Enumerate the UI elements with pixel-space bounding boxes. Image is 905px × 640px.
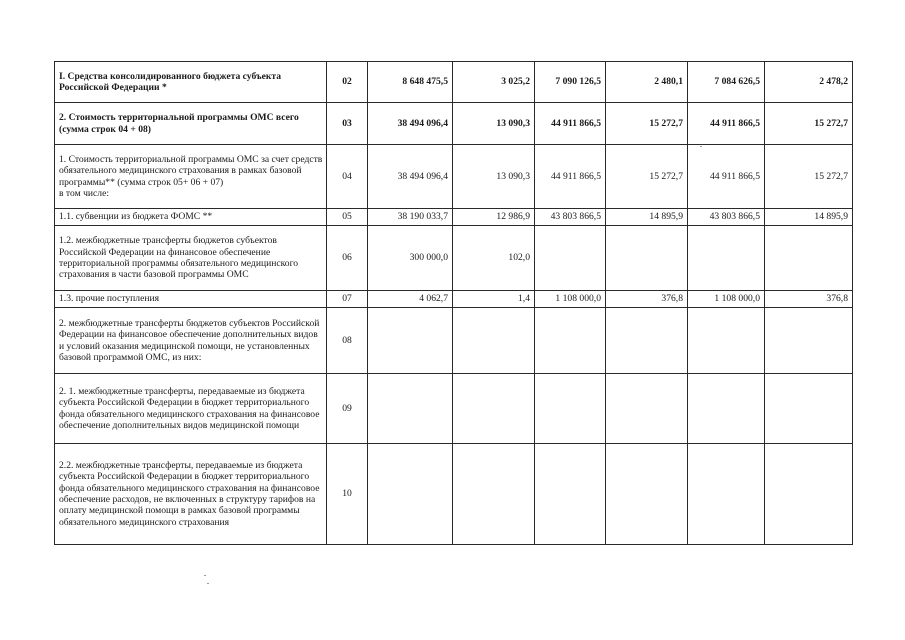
value-cell [688, 444, 765, 545]
value-cell [765, 226, 853, 291]
row-label: 1.2. межбюджетные трансферты бюджетов субъектов Российской Федерации на финансовое обеспечение территориальной программы обязательного медицинского страхования в части базовой программы ОМС [55, 226, 327, 291]
value-cell: 376,8 [606, 291, 688, 308]
value-cell [453, 444, 535, 545]
value-cell: 1 108 000,0 [535, 291, 606, 308]
value-cell: 15 272,7 [765, 145, 853, 209]
row-code: 03 [327, 103, 368, 145]
row-label: 2. межбюджетные трансферты бюджетов субъектов Российской Федерации на финансовое обеспечение дополнительных видов и условий оказания медицинской помощи, не установленных базовой программой ОМС, из них: [55, 308, 327, 374]
row-label: 1.1. субвенции из бюджета ФОМС ** [55, 209, 327, 226]
row-label: 1.3. прочие поступления [55, 291, 327, 308]
value-cell: 44 911 866,5 [688, 145, 765, 209]
value-cell [688, 374, 765, 444]
value-cell: 7 084 626,5 [688, 62, 765, 103]
value-cell [606, 374, 688, 444]
row-label: 2. 1. межбюджетные трансферты, передаваемые из бюджета субъекта Российской Федерации в бюджет территориального фонда обязательного медицинского страхования на финансовое обеспечение дополнительных видов медицинской помощи [55, 374, 327, 444]
table-row [55, 291, 853, 308]
table-row [55, 103, 853, 145]
value-cell: 376,8 [765, 291, 853, 308]
table-row [55, 308, 853, 374]
value-cell: 14 895,9 [606, 209, 688, 226]
value-cell: 2 478,2 [765, 62, 853, 103]
value-cell: 1 108 000,0 [688, 291, 765, 308]
row-code: 06 [327, 226, 368, 291]
value-cell: 44 911 866,5 [535, 103, 606, 145]
budget-table [54, 61, 853, 545]
table-row [55, 145, 853, 209]
value-cell [688, 308, 765, 374]
value-cell [606, 226, 688, 291]
table-row [55, 226, 853, 291]
value-cell [368, 374, 453, 444]
value-cell: 3 025,2 [453, 62, 535, 103]
table-row [55, 374, 853, 444]
value-cell [368, 444, 453, 545]
scan-speck [207, 583, 209, 584]
value-cell: 102,0 [453, 226, 535, 291]
value-cell [453, 374, 535, 444]
row-code: 08 [327, 308, 368, 374]
row-code: 09 [327, 374, 368, 444]
value-cell: 8 648 475,5 [368, 62, 453, 103]
value-cell [765, 374, 853, 444]
value-cell: 300 000,0 [368, 226, 453, 291]
value-cell [765, 444, 853, 545]
scan-speck [700, 146, 702, 147]
value-cell: 15 272,7 [606, 145, 688, 209]
value-cell: 2 480,1 [606, 62, 688, 103]
row-label: 2. Стоимость территориальной программы ОМС всего (сумма строк 04 + 08) [55, 103, 327, 145]
value-cell [535, 374, 606, 444]
value-cell: 44 911 866,5 [688, 103, 765, 145]
value-cell [688, 226, 765, 291]
value-cell: 1,4 [453, 291, 535, 308]
table-row [55, 62, 853, 103]
value-cell [535, 226, 606, 291]
table-row [55, 209, 853, 226]
value-cell [535, 308, 606, 374]
value-cell: 15 272,7 [765, 103, 853, 145]
scan-speck [204, 575, 206, 576]
value-cell [453, 308, 535, 374]
value-cell: 15 272,7 [606, 103, 688, 145]
value-cell [606, 444, 688, 545]
value-cell: 38 190 033,7 [368, 209, 453, 226]
value-cell: 38 494 096,4 [368, 145, 453, 209]
value-cell: 38 494 096,4 [368, 103, 453, 145]
row-code: 04 [327, 145, 368, 209]
value-cell [765, 308, 853, 374]
value-cell [606, 308, 688, 374]
value-cell: 12 986,9 [453, 209, 535, 226]
value-cell [535, 444, 606, 545]
value-cell: 4 062,7 [368, 291, 453, 308]
row-label: I. Средства консолидированного бюджета субъекта Российской Федерации * [55, 62, 327, 103]
value-cell: 13 090,3 [453, 103, 535, 145]
value-cell: 13 090,3 [453, 145, 535, 209]
row-label: 2.2. межбюджетные трансферты, передаваемые из бюджета субъекта Российской Федерации в бюджет территориального фонда обязательного медицинского страхования на финансовое обеспечение расходов, не включенных в структуру тарифов на оплату медицинской помощи в рамках базовой программы обязательного медицинского страхования [55, 444, 327, 545]
value-cell: 7 090 126,5 [535, 62, 606, 103]
row-code: 07 [327, 291, 368, 308]
row-label: 1. Стоимость территориальной программы ОМС за счет средств обязательного медицинского страхования в рамках базовой программы** (сумма строк 05+ 06 + 07) в том числе: [55, 145, 327, 209]
value-cell: 43 803 866,5 [535, 209, 606, 226]
row-code: 05 [327, 209, 368, 226]
row-code: 10 [327, 444, 368, 545]
row-code: 02 [327, 62, 368, 103]
table-row [55, 444, 853, 545]
value-cell: 44 911 866,5 [535, 145, 606, 209]
value-cell: 43 803 866,5 [688, 209, 765, 226]
value-cell: 14 895,9 [765, 209, 853, 226]
value-cell [368, 308, 453, 374]
